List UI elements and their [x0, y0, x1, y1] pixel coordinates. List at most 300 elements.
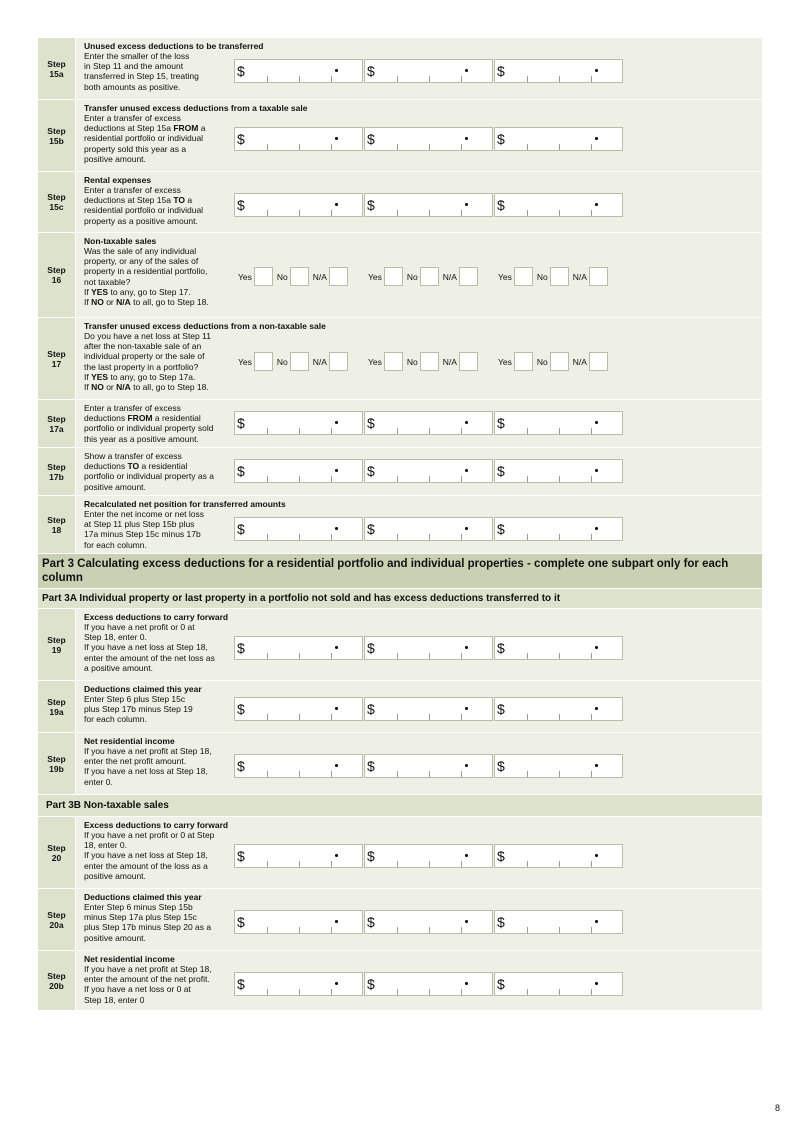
amount-field-column-3[interactable]: [494, 411, 623, 435]
yes-no-na-group-column-3: [494, 352, 623, 372]
digit-separator: [591, 144, 592, 150]
decimal-point: [595, 69, 598, 72]
na-label: N/A: [442, 356, 457, 367]
step-body: [84, 175, 762, 226]
decimal-point: [335, 69, 338, 72]
decimal-point: [465, 982, 468, 985]
description-text: a positive amount.: [84, 662, 153, 673]
description-line: [84, 51, 236, 61]
na-checkbox[interactable]: [459, 267, 478, 286]
step-body: [84, 236, 762, 307]
step-content: [76, 100, 762, 171]
step-description: [84, 902, 236, 943]
dollar-sign: $: [237, 130, 245, 147]
step-description: [84, 746, 236, 787]
step-word: Step: [47, 634, 66, 645]
step-number: 20a: [49, 919, 64, 930]
digit-separator: [299, 428, 300, 434]
digit-separator: [591, 534, 592, 540]
amount-field-column-1[interactable]: [234, 910, 363, 934]
no-checkbox[interactable]: [550, 267, 569, 286]
yes-label: Yes: [498, 356, 512, 367]
description-line: [84, 519, 236, 529]
step-row-18: [38, 496, 762, 554]
description-line: [84, 964, 236, 974]
no-checkbox[interactable]: [420, 267, 439, 286]
emphasis-text: TO: [127, 461, 140, 472]
description-line: [84, 185, 236, 195]
step-body: [84, 736, 762, 787]
digit-separator: [527, 653, 528, 659]
answer-columns: [234, 193, 624, 217]
decimal-point: [595, 469, 598, 472]
dollar-sign: $: [367, 701, 375, 718]
digit-separator: [429, 989, 430, 995]
no-checkbox[interactable]: [290, 352, 309, 371]
step-content: [76, 951, 762, 1010]
amount-field-column-3[interactable]: [494, 59, 623, 83]
description-line: [84, 663, 236, 673]
amount-field-column-3[interactable]: [494, 517, 623, 541]
answer-columns: [234, 459, 624, 483]
step-number: 19: [51, 644, 62, 655]
decimal-point: [465, 764, 468, 767]
yes-no-na-group-column-1: [234, 267, 363, 287]
description-text: property in a residential portfolio,: [84, 266, 208, 277]
digit-separator: [461, 76, 462, 82]
yes-checkbox[interactable]: [384, 352, 403, 371]
description-text: enter the amount of the loss as a: [84, 860, 208, 871]
yes-no-na-group-column-3: [494, 267, 623, 287]
description-text: at Step 11 plus Step 15b plus: [84, 519, 195, 530]
dollar-sign: $: [367, 197, 375, 214]
description-line: [84, 82, 236, 92]
step-body: [84, 321, 762, 392]
decimal-point: [595, 137, 598, 140]
amount-field-column-2[interactable]: [364, 910, 493, 934]
step-number: 16: [51, 275, 62, 285]
description-line: [84, 922, 236, 932]
amount-field-column-2[interactable]: [364, 517, 493, 541]
digit-separator: [429, 771, 430, 777]
step-word: Step: [47, 265, 66, 275]
answer-columns: [234, 636, 624, 660]
description-text: deductions at Step 15a: [84, 195, 174, 206]
amount-field-column-2[interactable]: [364, 754, 493, 778]
digit-separator: [299, 210, 300, 216]
amount-field-column-2[interactable]: [364, 193, 493, 217]
step-row-17b: [38, 448, 762, 496]
digit-separator: [591, 476, 592, 482]
dollar-sign: $: [237, 701, 245, 718]
amount-field-column-1[interactable]: [234, 517, 363, 541]
description-text: Show a transfer of excess: [84, 451, 182, 461]
digit-separator: [299, 861, 300, 867]
dollar-sign: $: [497, 701, 505, 718]
step-label: [38, 400, 76, 447]
amount-field-column-2[interactable]: [364, 972, 493, 996]
amount-field-column-3[interactable]: [494, 193, 623, 217]
dollar-sign: $: [237, 914, 245, 931]
description-line: [84, 341, 236, 351]
step-row-20b: [38, 951, 762, 1011]
step-title: Rental expenses: [84, 175, 152, 185]
description-text: Enter a transfer of excess: [84, 113, 181, 123]
description-text: If you have a net loss at Step 18,: [84, 642, 208, 653]
no-label: No: [276, 356, 288, 367]
step-content: [76, 233, 762, 317]
digit-separator: [559, 476, 560, 482]
na-label: N/A: [572, 271, 587, 282]
digit-separator: [527, 927, 528, 933]
description-line: [84, 746, 236, 756]
answer-columns: [234, 267, 624, 287]
digit-separator: [527, 534, 528, 540]
amount-field-column-3[interactable]: [494, 754, 623, 778]
digit-separator: [527, 989, 528, 995]
digit-separator: [559, 144, 560, 150]
digit-separator: [267, 534, 268, 540]
amount-field-column-1[interactable]: [234, 754, 363, 778]
step-label: [38, 496, 76, 553]
emphasis-text: YES: [91, 371, 109, 382]
description-text: to any, go to Step 17.: [108, 286, 191, 297]
description-text: If: [84, 286, 92, 297]
description-text: minus Step 17a plus Step 15c: [84, 912, 197, 923]
step-row-15a: [38, 38, 762, 100]
page-number: 8: [774, 1103, 780, 1113]
emphasis-text: N/A: [116, 382, 131, 393]
digit-separator: [461, 861, 462, 867]
no-checkbox[interactable]: [550, 352, 569, 371]
digit-separator: [591, 861, 592, 867]
decimal-point: [465, 707, 468, 710]
na-checkbox[interactable]: [589, 352, 608, 371]
amount-field-column-3[interactable]: [494, 127, 623, 151]
amount-field-column-1[interactable]: [234, 844, 363, 868]
answer-columns: [234, 754, 624, 778]
digit-separator: [429, 76, 430, 82]
description-line: [84, 766, 236, 776]
description-text: deductions: [84, 461, 128, 472]
digit-separator: [267, 653, 268, 659]
decimal-point: [595, 527, 598, 530]
description-line: [84, 216, 236, 226]
digit-separator: [331, 534, 332, 540]
dollar-sign: $: [497, 914, 505, 931]
yes-label: Yes: [238, 356, 252, 367]
amount-field-column-3[interactable]: [494, 459, 623, 483]
no-label: No: [406, 271, 418, 282]
description-line: [84, 351, 236, 361]
digit-separator: [429, 861, 430, 867]
digit-separator: [429, 927, 430, 933]
dollar-sign: $: [367, 63, 375, 80]
step-row-15b: [38, 100, 762, 172]
digit-separator: [429, 714, 430, 720]
yes-label: Yes: [498, 271, 512, 282]
decimal-point: [595, 203, 598, 206]
dollar-sign: $: [367, 914, 375, 931]
digit-separator: [591, 989, 592, 995]
digit-separator: [267, 476, 268, 482]
step-row-19: [38, 609, 762, 681]
amount-field-column-3[interactable]: [494, 844, 623, 868]
dollar-sign: $: [367, 976, 375, 993]
amount-field-column-1[interactable]: [234, 411, 363, 435]
digit-separator: [591, 714, 592, 720]
emphasis-text: YES: [91, 286, 109, 297]
digit-separator: [331, 653, 332, 659]
amount-field-column-3[interactable]: [494, 636, 623, 660]
digit-separator: [267, 210, 268, 216]
step-word: Step: [47, 461, 66, 472]
description-text: in Step 11 and the amount: [84, 61, 184, 72]
decimal-point: [335, 854, 338, 857]
description-line: [84, 632, 236, 642]
step-label: [38, 889, 76, 950]
step-content: [76, 318, 762, 399]
digit-separator: [397, 476, 398, 482]
dollar-sign: $: [237, 521, 245, 538]
digit-separator: [397, 714, 398, 720]
emphasis-text: FROM: [173, 123, 199, 134]
yes-checkbox[interactable]: [384, 267, 403, 286]
digit-separator: [527, 771, 528, 777]
digit-separator: [397, 989, 398, 995]
description-line: [84, 777, 236, 787]
digit-separator: [461, 534, 462, 540]
description-text: Enter the net income or net loss: [84, 509, 205, 519]
step-content: [76, 496, 762, 553]
answer-columns: [234, 411, 624, 435]
decimal-point: [595, 982, 598, 985]
digit-separator: [267, 927, 268, 933]
digit-separator: [397, 653, 398, 659]
part3-heading: Part 3 Calculating excess deductions for a residential portfolio and individual properties - complete one subpart only for each column: [38, 554, 762, 589]
step-number: 15b: [49, 135, 64, 146]
amount-field-column-2[interactable]: [364, 459, 493, 483]
na-checkbox[interactable]: [589, 267, 608, 286]
dollar-sign: $: [497, 639, 505, 656]
description-text: deductions: [84, 413, 128, 424]
amount-field-column-2[interactable]: [364, 411, 493, 435]
answer-columns: [234, 972, 624, 996]
description-line: [84, 362, 236, 372]
description-line: [84, 382, 236, 392]
dollar-sign: $: [367, 130, 375, 147]
amount-field-column-2[interactable]: [364, 697, 493, 721]
decimal-point: [465, 527, 468, 530]
description-text: Enter a transfer of excess: [84, 185, 181, 195]
digit-separator: [559, 534, 560, 540]
yes-no-na-group-column-2: [364, 352, 493, 372]
yes-checkbox[interactable]: [514, 267, 533, 286]
digit-separator: [267, 861, 268, 867]
step-body: [84, 103, 762, 164]
step-label: [38, 817, 76, 888]
yes-checkbox[interactable]: [254, 267, 273, 286]
description-text: positive amount.: [84, 870, 146, 881]
description-text: Enter a transfer of excess: [84, 403, 181, 413]
step-label: [38, 38, 76, 99]
step-body: [84, 612, 762, 673]
decimal-point: [335, 527, 338, 530]
digit-separator: [331, 144, 332, 150]
decimal-point: [595, 920, 598, 923]
step-label: [38, 172, 76, 232]
description-line: [84, 205, 236, 215]
amount-field-column-3[interactable]: [494, 972, 623, 996]
digit-separator: [559, 210, 560, 216]
dollar-sign: $: [237, 847, 245, 864]
step-description: [84, 185, 236, 226]
description-text: not taxable?: [84, 276, 131, 287]
amount-field-column-1[interactable]: [234, 127, 363, 151]
digit-separator: [267, 428, 268, 434]
description-text: Enter Step 6 minus Step 15b: [84, 902, 193, 912]
digit-separator: [559, 76, 560, 82]
step-number: 17a: [49, 423, 64, 434]
decimal-point: [335, 707, 338, 710]
no-checkbox[interactable]: [290, 267, 309, 286]
amount-field-column-3[interactable]: [494, 910, 623, 934]
digit-separator: [591, 76, 592, 82]
description-text: a residential: [152, 413, 201, 424]
step-number: 20b: [49, 980, 64, 991]
amount-field-column-1[interactable]: [234, 59, 363, 83]
amount-field-column-1[interactable]: [234, 972, 363, 996]
decimal-point: [595, 764, 598, 767]
digit-separator: [267, 144, 268, 150]
description-text: or: [103, 382, 117, 393]
na-checkbox[interactable]: [329, 267, 348, 286]
description-text: 18, enter 0.: [84, 840, 128, 851]
no-label: No: [536, 356, 548, 367]
amount-field-column-2[interactable]: [364, 127, 493, 151]
description-text: or: [103, 297, 117, 308]
step-word: Step: [47, 909, 66, 920]
description-text: positive amount.: [84, 932, 146, 943]
digit-separator: [429, 428, 430, 434]
answer-columns: [234, 59, 624, 83]
step-word: Step: [47, 348, 66, 359]
amount-field-column-3[interactable]: [494, 697, 623, 721]
description-text: If: [84, 297, 92, 308]
description-line: [84, 850, 236, 860]
emphasis-text: N/A: [116, 297, 131, 308]
amount-field-column-2[interactable]: [364, 636, 493, 660]
step-number: 15c: [49, 202, 64, 212]
step-label: [38, 733, 76, 794]
description-text: plus Step 17b minus Step 19: [84, 704, 193, 715]
decimal-point: [595, 707, 598, 710]
step-description: [84, 331, 236, 392]
step-body: [84, 954, 762, 1005]
step-label: [38, 951, 76, 1010]
description-line: [84, 756, 236, 766]
step-word: Step: [47, 192, 66, 202]
answer-columns: [234, 844, 624, 868]
description-line: [84, 461, 236, 471]
step-number: 19b: [49, 763, 64, 774]
digit-separator: [527, 476, 528, 482]
step-description: [84, 451, 236, 492]
step-title: Excess deductions to carry forward: [84, 612, 229, 622]
description-text: If you have a net loss at Step 18,: [84, 850, 208, 861]
description-line: [84, 123, 236, 133]
description-text: 17a minus Step 15c minus 17b: [84, 529, 201, 540]
dollar-sign: $: [237, 463, 245, 480]
yes-checkbox[interactable]: [514, 352, 533, 371]
decimal-point: [335, 421, 338, 424]
description-line: [84, 71, 236, 81]
decimal-point: [595, 421, 598, 424]
part3b-steps: [38, 817, 762, 1011]
step-number: 19a: [49, 706, 64, 717]
step-description: [84, 509, 236, 550]
step-row-15c: [38, 172, 762, 233]
description-line: [84, 861, 236, 871]
amount-field-column-1[interactable]: [234, 193, 363, 217]
amount-field-column-1[interactable]: [234, 459, 363, 483]
digit-separator: [559, 771, 560, 777]
step-content: [76, 400, 762, 447]
digit-separator: [591, 210, 592, 216]
description-text: to all, go to Step 18.: [130, 382, 209, 393]
no-label: No: [276, 271, 288, 282]
step-content: [76, 609, 762, 680]
na-checkbox[interactable]: [459, 352, 478, 371]
amount-field-column-2[interactable]: [364, 59, 493, 83]
step-number: 17b: [49, 471, 64, 482]
step-content: [76, 681, 762, 732]
step-description: [84, 622, 236, 673]
decimal-point: [465, 137, 468, 140]
yes-checkbox[interactable]: [254, 352, 273, 371]
step-number: 17: [51, 358, 62, 369]
amount-field-column-2[interactable]: [364, 844, 493, 868]
amount-field-column-1[interactable]: [234, 636, 363, 660]
step-label: [38, 100, 76, 171]
amount-field-column-1[interactable]: [234, 697, 363, 721]
description-line: [84, 642, 236, 652]
step-row-17a: [38, 400, 762, 448]
digit-separator: [331, 771, 332, 777]
description-text: after the non-taxable sale of an: [84, 341, 202, 352]
step-content: [76, 889, 762, 950]
description-text: Enter the smaller of the loss: [84, 51, 190, 61]
step-description: [84, 694, 236, 725]
description-text: If: [84, 382, 92, 393]
step-label: [38, 609, 76, 680]
digit-separator: [299, 534, 300, 540]
description-line: [84, 256, 236, 266]
step-title: Transfer unused excess deductions from a taxable sale: [84, 103, 308, 113]
step-word: Step: [47, 58, 66, 69]
description-line: [84, 331, 236, 341]
description-line: [84, 933, 236, 943]
digit-separator: [461, 476, 462, 482]
na-checkbox[interactable]: [329, 352, 348, 371]
step-content: [76, 448, 762, 495]
digit-separator: [299, 144, 300, 150]
description-text: a residential: [139, 461, 188, 472]
step-label: [38, 681, 76, 732]
no-checkbox[interactable]: [420, 352, 439, 371]
digit-separator: [429, 653, 430, 659]
no-label: No: [406, 356, 418, 367]
